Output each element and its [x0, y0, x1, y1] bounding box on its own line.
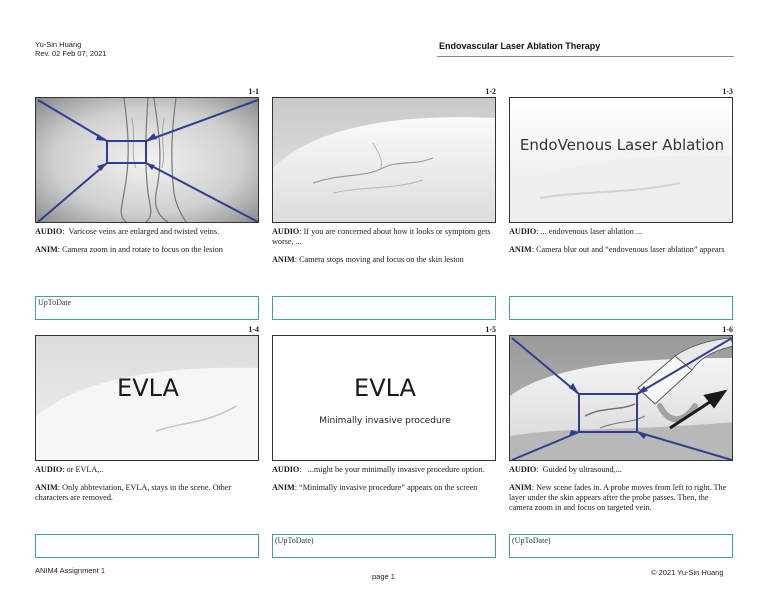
anim-text: Camera stops moving and focus on the skin lesion	[299, 255, 464, 264]
panel-number: 1-2	[485, 87, 496, 96]
anim-label: ANIM	[509, 483, 532, 492]
footer-copyright: © 2021 Yu-Sin Huang	[651, 568, 724, 577]
footer-page-number: page 1	[372, 572, 395, 581]
note-box: (UpToDate)	[272, 534, 496, 558]
audio-label: AUDIO	[35, 227, 63, 236]
panel-frame	[272, 335, 496, 461]
anim-label: ANIM	[509, 245, 532, 254]
legs-sketch-image	[36, 98, 259, 223]
anim-text: Only abbreviation, EVLA, stays in the scene. Other characters are removed.	[35, 483, 232, 502]
skin-surface-image	[273, 98, 496, 223]
audio-label: AUDIO	[509, 465, 537, 474]
ultrasound-probe-image	[510, 336, 733, 461]
footer-assignment: ANIM4 Assignment 1	[35, 566, 106, 575]
panel-frame	[509, 335, 733, 461]
anim-label: ANIM	[35, 483, 58, 492]
panel-number: 1-4	[248, 325, 259, 334]
frame-subtitle-text: Minimally invasive procedure	[319, 416, 451, 426]
frame-title-text: EVLA	[117, 374, 179, 402]
panel-frame	[35, 97, 259, 223]
panel-number: 1-6	[722, 325, 733, 334]
document-title: Endovascular Laser Ablation Therapy	[439, 41, 601, 51]
audio-text: ...might be your minimally invasive procedure option.	[307, 465, 485, 474]
panel-frame	[35, 335, 259, 461]
anim-text: Camera blur out and “endovenous laser ablation” appears	[536, 245, 725, 254]
frame-title-text: EVLA	[354, 374, 416, 402]
anim-text: New scene fades in. A probe moves from left to right. The layer under the skin appears after the probe passes. Then, the camera zoom in and focus on targeted vein.	[509, 483, 727, 512]
panel-notes: AUDIO: If you are concerned about how it looks or symptom gets worse, ... ANIM: Camera stops moving and focus on the skin lesion	[272, 227, 491, 264]
note-box	[35, 534, 259, 558]
panel-frame	[509, 97, 733, 223]
anim-text: Camera zoom in and rotate to focus on the lesion	[62, 245, 223, 254]
revision-date: Rev. 02 Feb 07, 2021	[35, 49, 107, 58]
audio-label: AUDIO	[35, 465, 63, 474]
audio-text: ... endovenous laser ablation ...	[540, 227, 643, 236]
audio-text: or EVLA,..	[66, 465, 104, 474]
panel-number: 1-1	[248, 87, 259, 96]
audio-text: If you are concerned about how it looks or symptom gets worse, ...	[272, 227, 491, 246]
audio-label: AUDIO	[509, 227, 537, 236]
audio-label: AUDIO	[272, 227, 300, 236]
panel-notes: AUDIO: Varicose veins are enlarged and twisted veins. ANIM: Camera zoom in and rotate to focus on the lesion	[35, 227, 223, 254]
panel-notes: AUDIO: Guided by ultrasound,... ANIM: New scene fades in. A probe moves from left to right. The layer under the skin appears after the probe passes. Then, the camera zoom in and focus on targeted vein.	[509, 465, 727, 512]
note-box	[272, 296, 496, 320]
audio-label: AUDIO	[272, 465, 300, 474]
panel-notes: AUDIO: or EVLA,.. ANIM: Only abbreviation, EVLA, stays in the scene. Other characters are removed.	[35, 465, 232, 502]
audio-text: Varicose veins are enlarged and twisted veins.	[68, 227, 220, 236]
anim-label: ANIM	[272, 255, 295, 264]
anim-label: ANIM	[35, 245, 58, 254]
frame-title-text: EndoVenous Laser Ablation	[519, 136, 725, 154]
title-rule	[437, 56, 734, 57]
note-box: (UpToDate)	[509, 534, 733, 558]
anim-text: “Minimally invasive procedure” appears on the screen	[299, 483, 478, 492]
anim-label: ANIM	[272, 483, 295, 492]
audio-text: Guided by ultrasound,...	[542, 465, 622, 474]
note-box	[509, 296, 733, 320]
note-box: UpToDate	[35, 296, 259, 320]
panel-number: 1-3	[722, 87, 733, 96]
panel-number: 1-5	[485, 325, 496, 334]
header-author-block	[35, 40, 107, 58]
panel-notes: AUDIO: ...might be your minimally invasive procedure option. ANIM: “Minimally invasive procedure” appears on the screen	[272, 465, 485, 492]
panel-frame	[272, 97, 496, 223]
blurred-skin-image	[510, 98, 733, 223]
author-name: Yu-Sin Huang	[35, 40, 82, 49]
panel-notes: AUDIO: ... endovenous laser ablation ... ANIM: Camera blur out and “endovenous laser ablation” appears	[509, 227, 725, 254]
